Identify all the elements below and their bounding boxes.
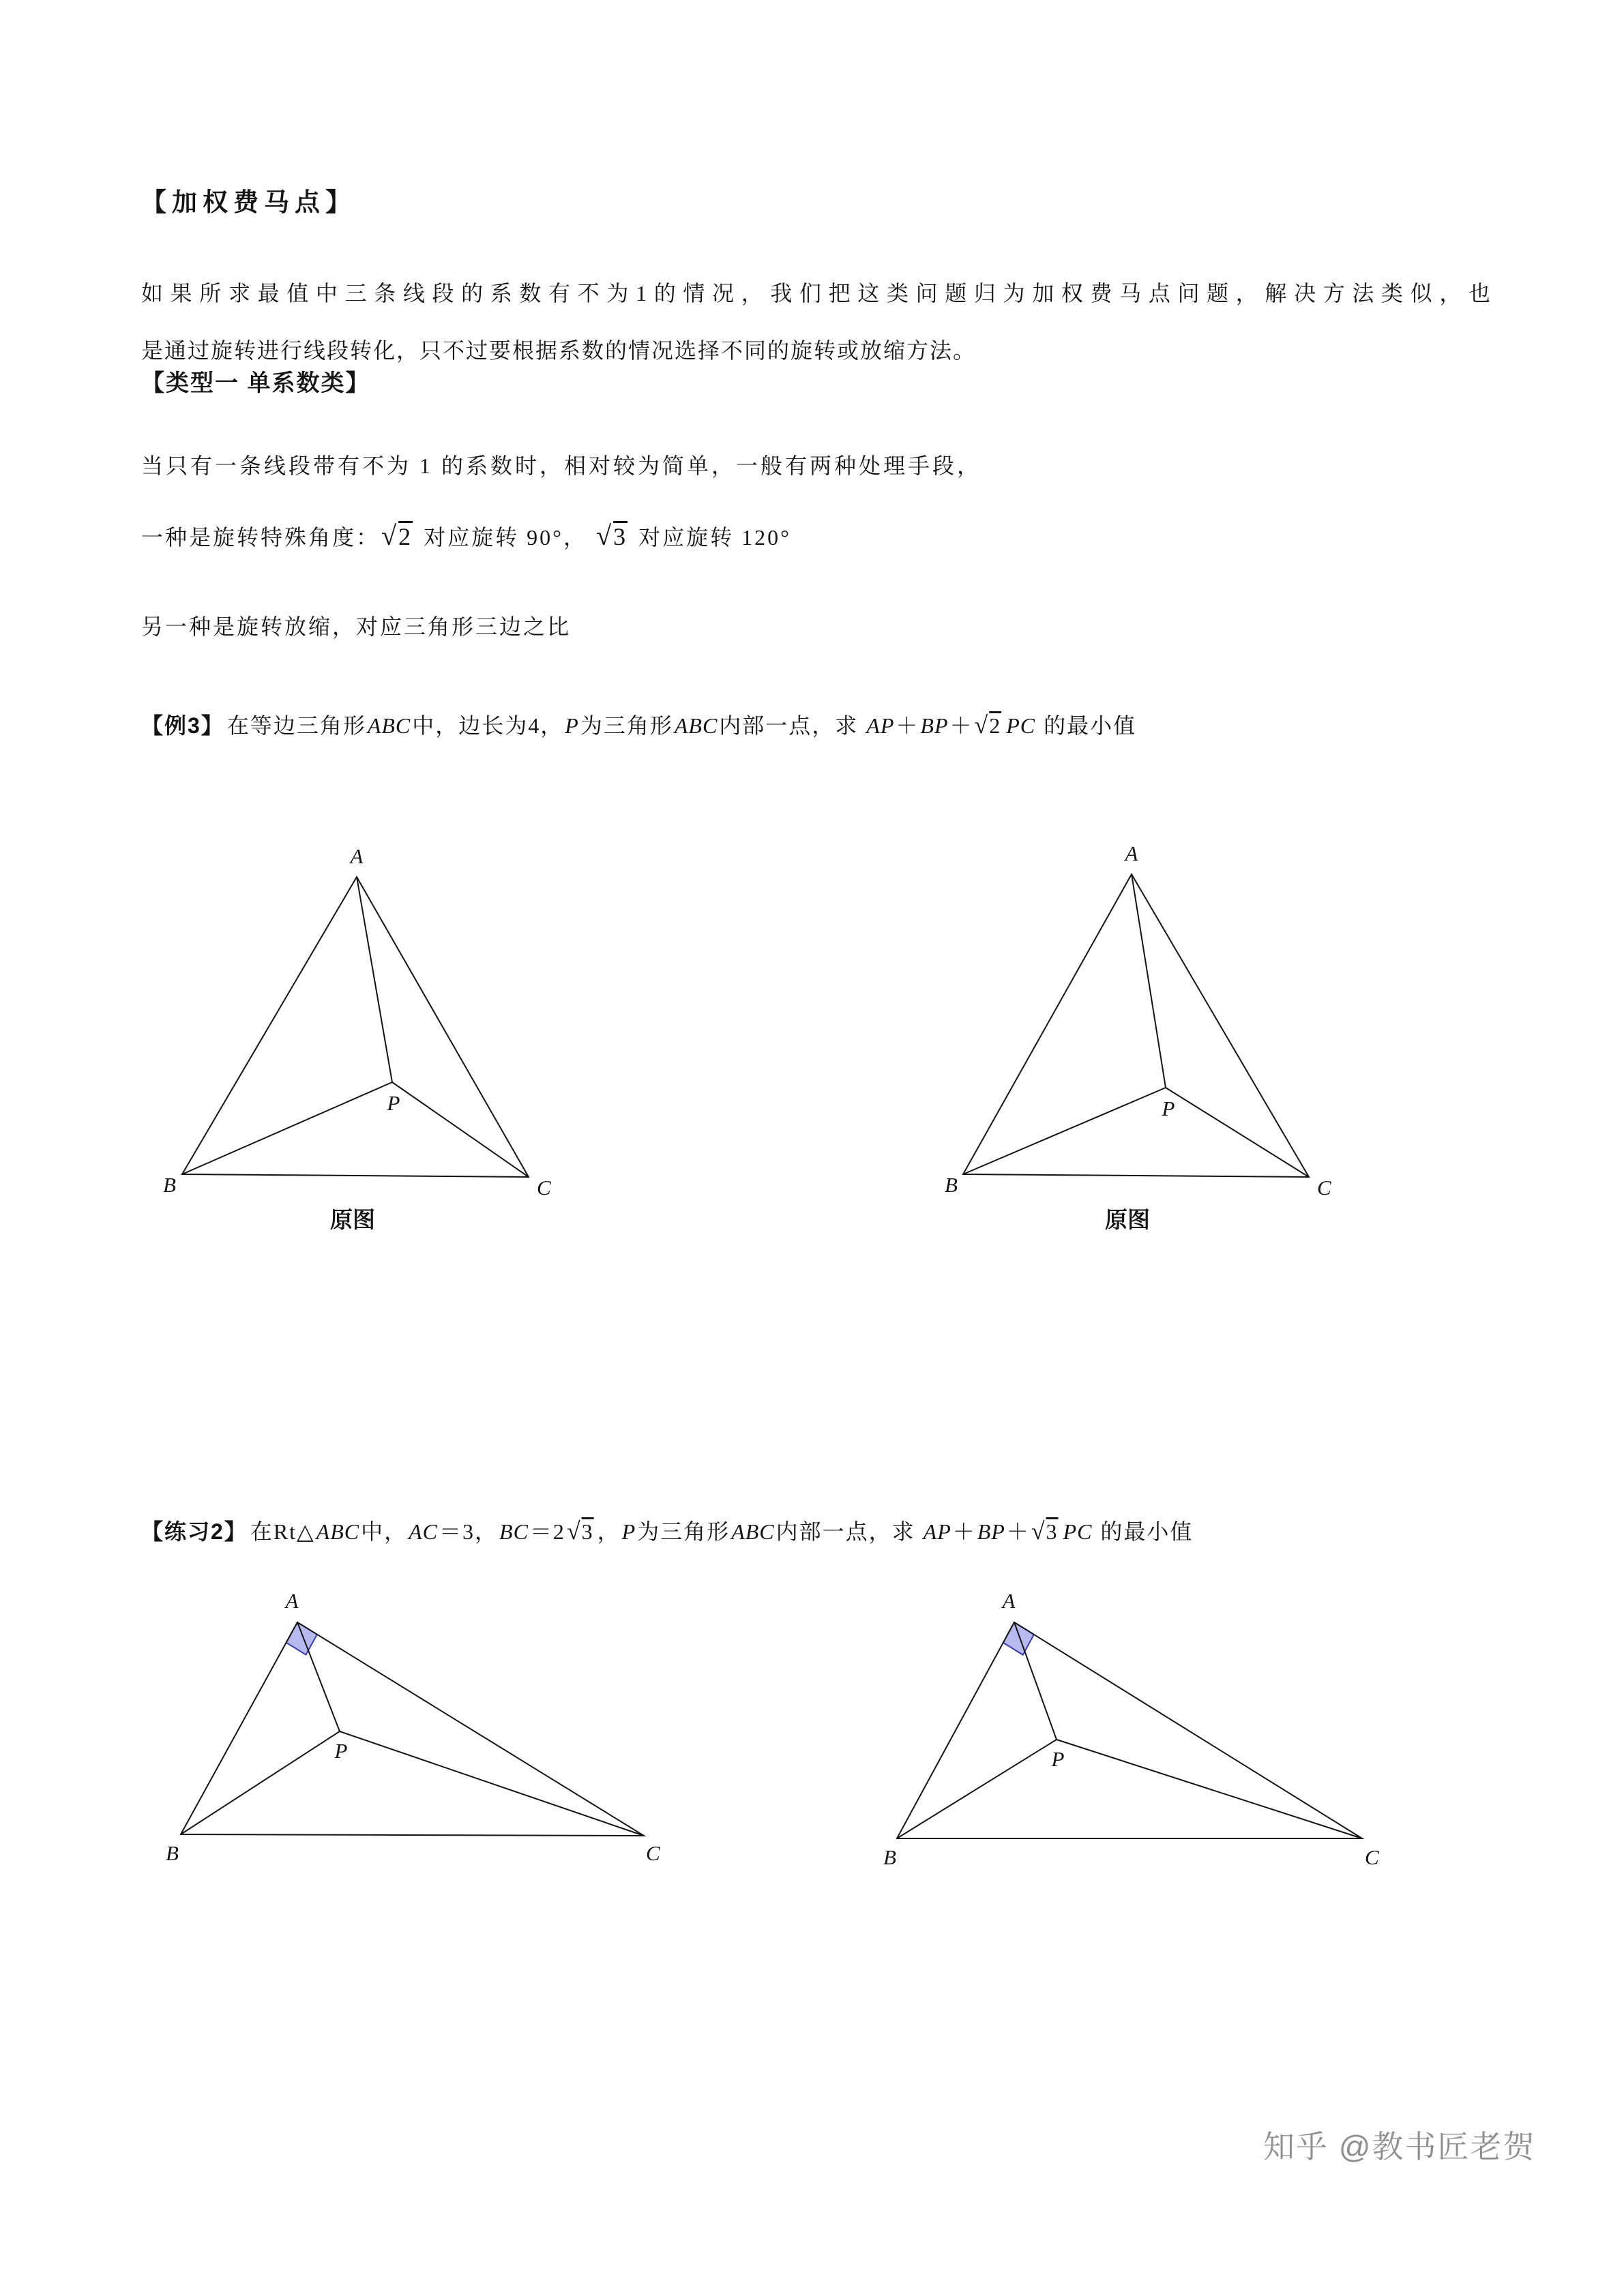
doc-title: 【加权费马点】 <box>141 188 356 216</box>
intro-paragraph <box>141 265 1492 379</box>
diagram-equilateral-left <box>153 840 576 1263</box>
vertex-label-a: A <box>285 1589 299 1613</box>
section-title-type1: 【类型一 单系数类】 <box>141 370 370 396</box>
point-label-p: P <box>1162 1097 1175 1120</box>
sqrt-expression: √3 <box>1031 1517 1059 1545</box>
text-segment: 为三角形 <box>580 713 673 738</box>
segment-cp <box>340 1731 644 1836</box>
method-special-rotation-angles <box>141 520 791 552</box>
segment-cp <box>392 1082 529 1177</box>
math-segment: P <box>621 1519 636 1544</box>
text-segment: ＝2 <box>529 1519 565 1544</box>
segment-ap <box>297 1622 340 1731</box>
math-segment: ABC <box>367 713 411 738</box>
math-segment: AC <box>409 1519 439 1544</box>
math-segment: ABC <box>674 713 718 738</box>
vertex-label-c: C <box>1317 1176 1331 1199</box>
text-segment: 的最小值 <box>1037 713 1137 738</box>
text-segment: ＋ <box>949 713 973 738</box>
equilateral-left-geometry <box>182 877 529 1177</box>
practice-2-body <box>250 1519 1194 1544</box>
math-segment: BC <box>499 1519 529 1544</box>
sqrt-expression: √3 <box>566 1517 594 1545</box>
equilateral-left-labels <box>163 844 551 1199</box>
segment-cp <box>1166 1088 1309 1177</box>
math-segment: PC <box>1063 1519 1093 1544</box>
sqrt-expression: √3 <box>595 520 628 551</box>
text-segment: ＋ <box>1006 1519 1030 1544</box>
vertex-label-a: A <box>1002 1589 1016 1613</box>
math-segment: AP <box>866 713 895 738</box>
vertex-label-b: B <box>883 1845 896 1869</box>
vertex-label-c: C <box>1365 1845 1379 1869</box>
text-segment: ＝3， <box>439 1519 499 1544</box>
point-label-p: P <box>334 1739 348 1763</box>
right-angle-marker <box>1003 1622 1034 1655</box>
vertex-label-b: B <box>163 1173 176 1197</box>
text-segment: 对应旋转 90°， <box>416 525 595 550</box>
vertex-label-c: C <box>537 1176 551 1199</box>
diagram-equilateral-right <box>917 840 1340 1263</box>
intro-line-1: 如果所求最值中三条线段的系数有不为1的情况，我们把这类问题归为加权费马点问题，解决方法类似，也 <box>141 281 1492 305</box>
triangle-abc <box>963 874 1309 1177</box>
diagram-right-triangle-right <box>883 1589 1429 1896</box>
math-segment: BP <box>977 1519 1005 1544</box>
intro-line-2: 是通过旋转进行线段转化，只不过要根据系数的情况选择不同的旋转或放缩方法。 <box>141 338 977 363</box>
right-triangle-left-geometry <box>181 1622 644 1836</box>
vertex-label-a: A <box>350 844 364 868</box>
text-segment: 中，边长为4， <box>412 713 564 738</box>
segment-ap <box>1132 874 1166 1088</box>
math-segment: P <box>565 713 579 738</box>
sqrt-expression: √2 <box>381 520 413 551</box>
text-segment: 对应旋转 120° <box>631 525 791 550</box>
paragraph-single-coefficient: 当只有一条线段带有不为 1 的系数时，相对较为简单，一般有两种处理手段， <box>141 453 982 478</box>
vertex-label-a: A <box>1125 841 1138 865</box>
segment-bp <box>963 1088 1166 1174</box>
vertex-label-b: B <box>166 1841 179 1865</box>
text-segment: 的最小值 <box>1093 1519 1194 1544</box>
diagram-caption: 原图 <box>330 1207 375 1232</box>
segment-bp <box>897 1740 1057 1838</box>
example-3-label: 【例3】 <box>141 713 224 738</box>
text-segment: ， <box>597 1519 621 1544</box>
triangle-abc <box>182 877 529 1177</box>
right-triangle-right-geometry <box>897 1622 1362 1838</box>
triangle-abc <box>897 1622 1362 1838</box>
math-segment: AP <box>923 1519 951 1544</box>
right-angle-marker <box>286 1622 317 1655</box>
equilateral-right-geometry <box>963 874 1309 1177</box>
math-segment: ABC <box>731 1519 775 1544</box>
segment-ap <box>1014 1622 1057 1740</box>
math-segment: PC <box>1006 713 1036 738</box>
sqrt-expression: √2 <box>974 711 1002 739</box>
segment-bp <box>182 1082 392 1174</box>
diagram-right-triangle-left <box>153 1589 699 1896</box>
practice-2-statement <box>141 1514 1580 1548</box>
method-rotation-scaling: 另一种是旋转放缩，对应三角形三边之比 <box>141 614 572 639</box>
watermark: 知乎 @教书匠老贺 <box>1263 2129 1536 2164</box>
triangle-abc <box>181 1622 644 1836</box>
text-segment: ＋ <box>896 713 919 738</box>
text-segment: 一种是旋转特殊角度： <box>141 525 381 550</box>
text-segment: ＋ <box>952 1519 976 1544</box>
math-segment: ABC <box>316 1519 360 1544</box>
equilateral-right-labels <box>945 841 1331 1199</box>
text-segment: 在等边三角形 <box>226 713 366 738</box>
text-segment: 内部一点，求 <box>776 1519 922 1544</box>
diagram-caption: 原图 <box>1105 1207 1150 1232</box>
point-label-p: P <box>1051 1747 1065 1771</box>
right-triangle-right-labels <box>883 1589 1379 1869</box>
practice-2-label: 【练习2】 <box>141 1519 248 1544</box>
text-segment: 内部一点，求 <box>719 713 866 738</box>
segment-bp <box>181 1731 340 1834</box>
text-segment: 在Rt△ <box>250 1519 315 1544</box>
math-segment: BP <box>920 713 949 738</box>
vertex-label-b: B <box>945 1173 958 1197</box>
example-3-body <box>227 713 1136 738</box>
example-3-statement <box>141 708 1580 742</box>
text-segment: 中， <box>361 1519 408 1544</box>
segment-cp <box>1057 1740 1362 1838</box>
point-label-p: P <box>387 1091 400 1115</box>
vertex-label-c: C <box>646 1841 660 1865</box>
text-segment: 为三角形 <box>637 1519 730 1544</box>
